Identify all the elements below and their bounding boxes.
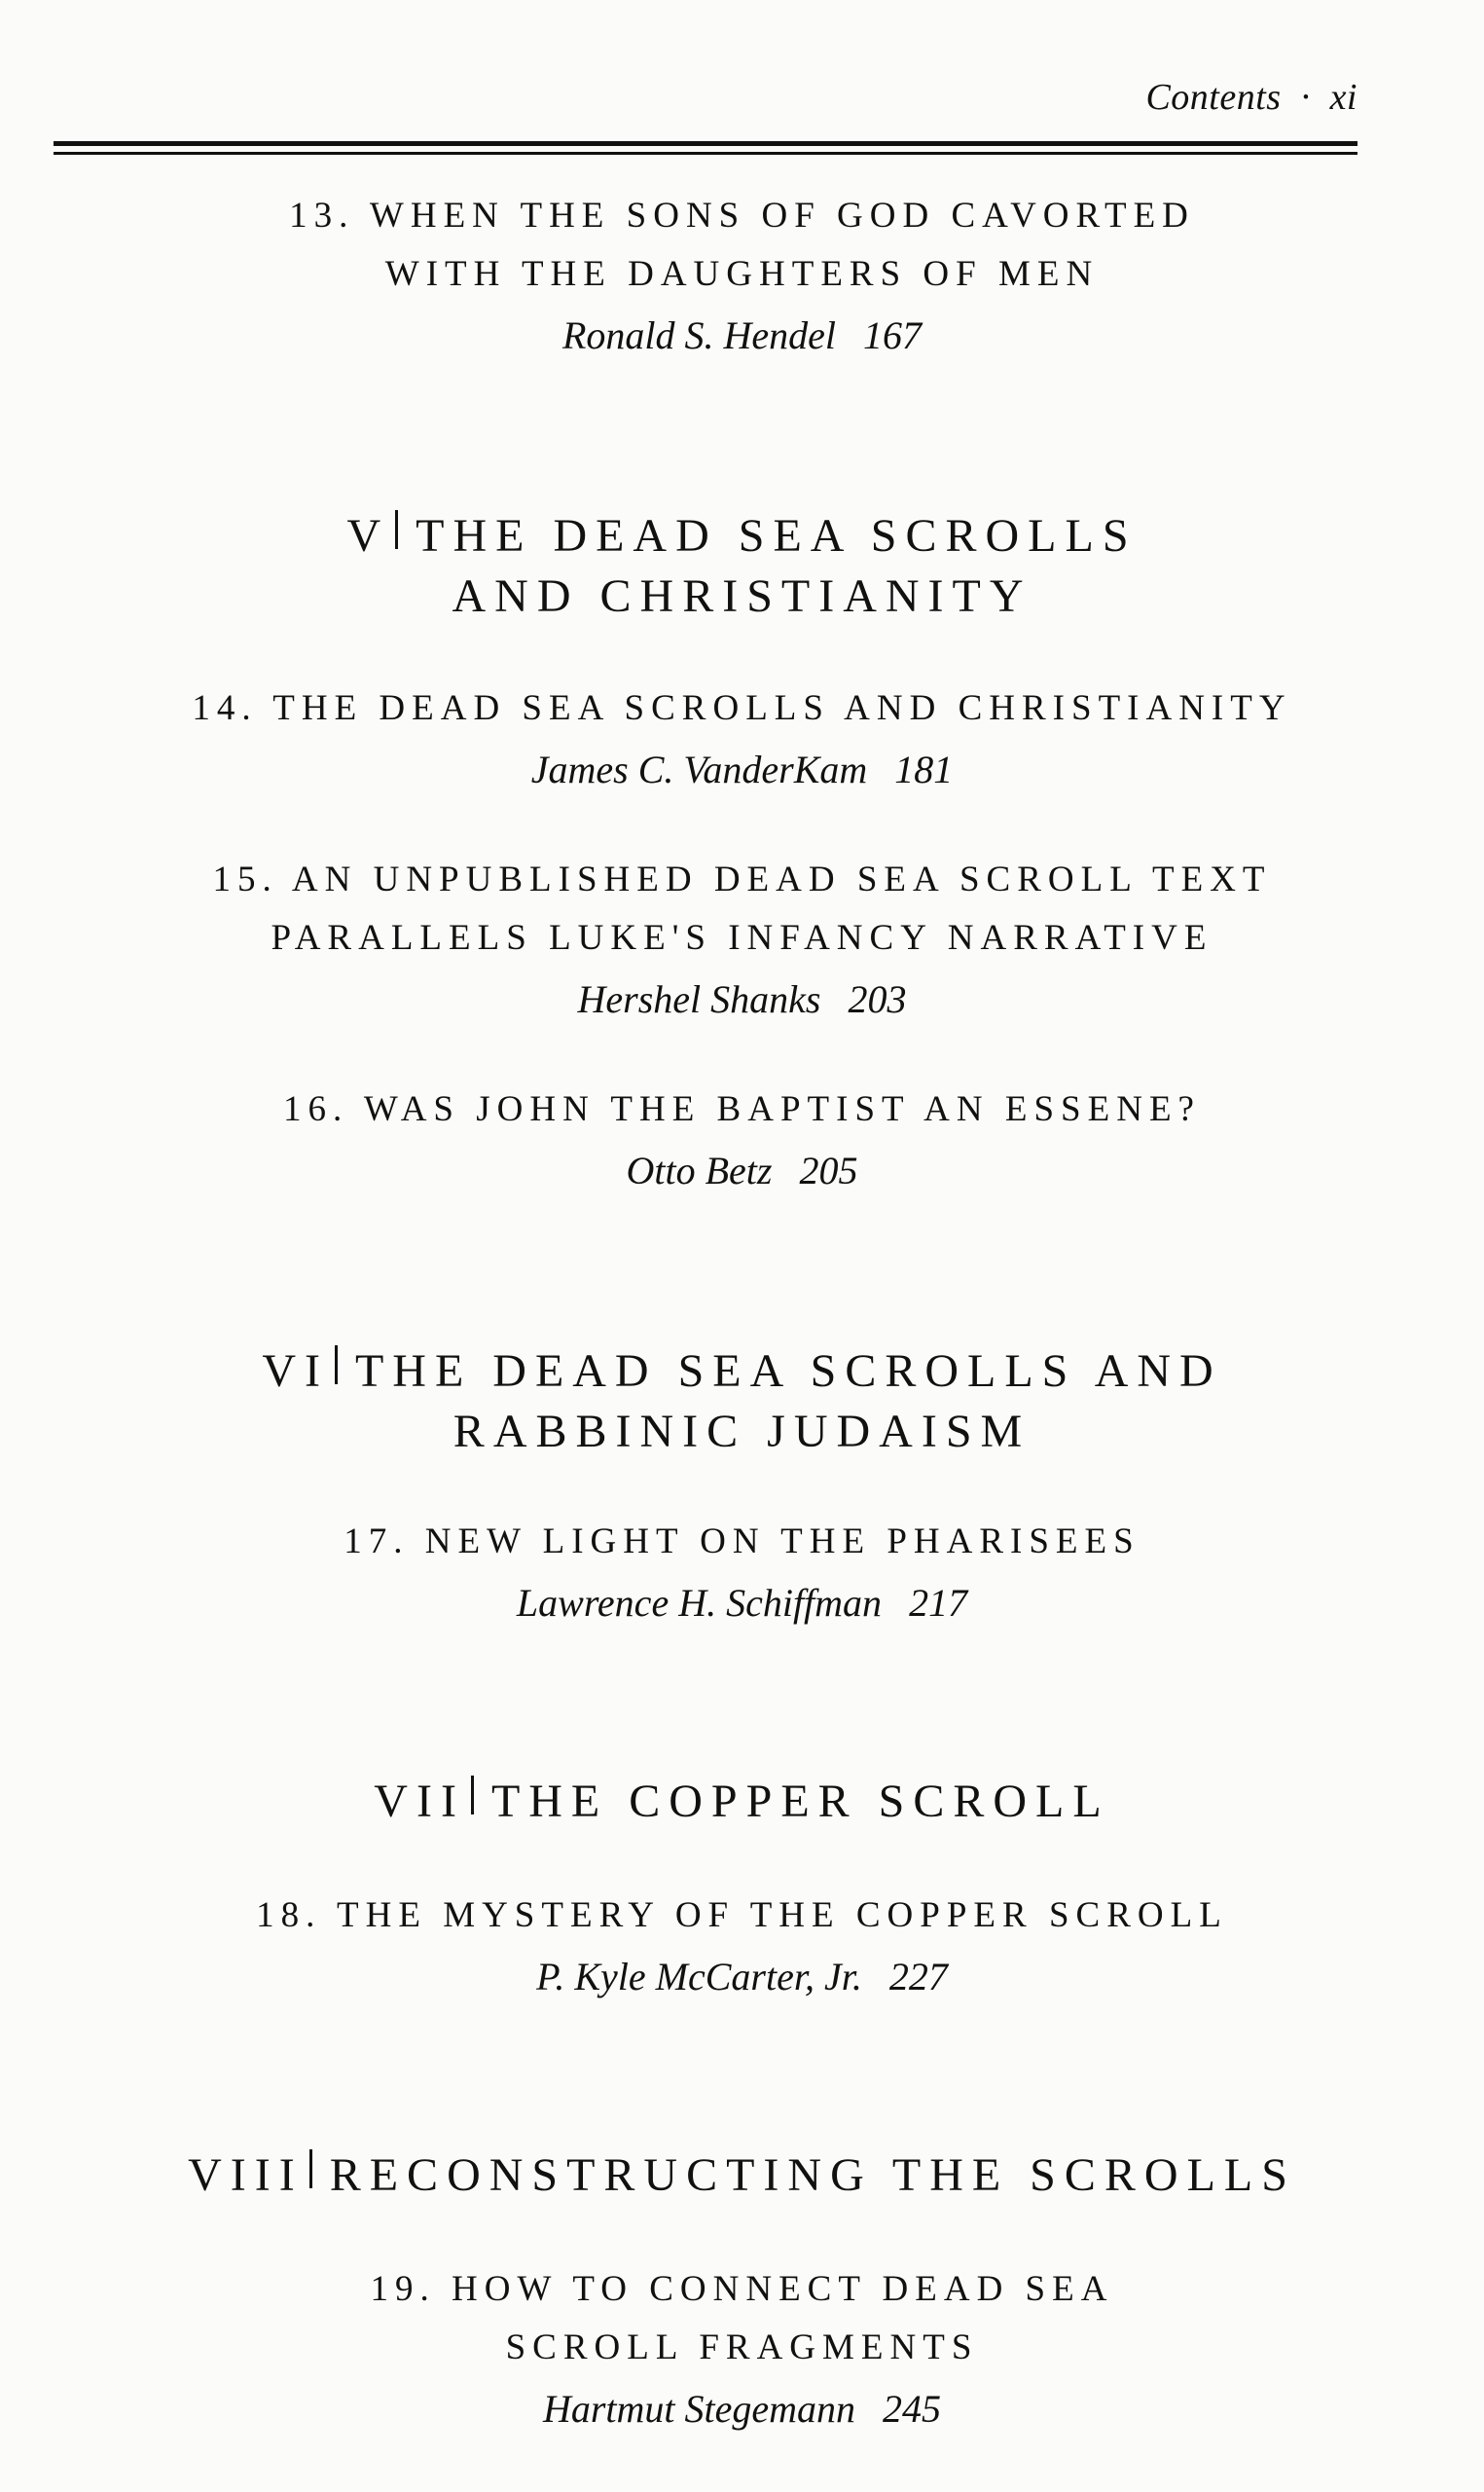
part-v-title-line-2: AND CHRISTIANITY [452,570,1032,622]
entry-15-title-line-2: PARALLELS LUKE'S INFANCY NARRATIVE [271,918,1213,958]
entry-13-title-text-1: WHEN THE SONS OF GOD CAVORTED [369,196,1195,236]
part-divider-bar [335,1345,338,1384]
entry-17-title-text-1: NEW LIGHT ON THE PHARISEES [424,1521,1140,1561]
entry-13-byline [0,307,1484,365]
part-viii-numeral: VIII [188,2149,304,2201]
entry-19-title-line-1 [0,2260,1484,2319]
entry-16-byline [0,1142,1484,1200]
entry-15-byline [0,971,1484,1029]
entry-16-number: 16. [283,1089,349,1129]
entry-17-title-line-1 [0,1513,1484,1571]
entry-19-byline [0,2380,1484,2438]
entry-18-number: 18. [256,1895,322,1935]
entry-19-number: 19. [370,2269,436,2309]
part-v-numeral: V [346,510,390,562]
entry-13-title-line-2: WITH THE DAUGHTERS OF MEN [384,254,1100,294]
entry-13-number: 13. [289,196,355,236]
entry-15-title-line-1 [0,851,1484,909]
entry-19-author: Hartmut Stegemann [542,2387,856,2431]
running-head-title: Contents [1145,77,1282,118]
entry-17-byline [0,1574,1484,1632]
part-vi-title-text-1: THE DEAD SEA SCROLLS AND [354,1345,1222,1397]
entry-19-page: 245 [883,2387,942,2431]
entry-14-author: James C. VanderKam [530,748,868,791]
entry-16-title-text-1: WAS JOHN THE BAPTIST AN ESSENE? [363,1089,1201,1129]
entry-18-title-text-1: THE MYSTERY OF THE COPPER SCROLL [337,1895,1228,1935]
entry-18-page: 227 [888,1955,948,1998]
entry-13-author: Ronald S. Hendel [561,313,837,357]
header-rule-thin [54,152,1357,155]
entry-14-title-text-1: THE DEAD SEA SCROLLS AND CHRISTIANITY [272,688,1292,728]
entry-15-author: Hershel Shanks [577,977,821,1021]
entry-16-author: Otto Betz [626,1149,773,1192]
running-head [1145,76,1357,119]
entry-19-title-text-1: HOW TO CONNECT DEAD SEA [452,2269,1114,2309]
part-vi-title-line-2: RABBINIC JUDAISM [452,1406,1032,1457]
part-viii-title-text-1: RECONSTRUCTING THE SCROLLS [329,2149,1296,2201]
entry-13-page: 167 [863,313,923,357]
part-viii-title-line-1 [0,2138,1484,2214]
part-divider-bar [471,1776,474,1814]
entry-17-page: 217 [909,1581,968,1625]
part-v-title-text-1: THE DEAD SEA SCROLLS [416,510,1138,562]
entry-19-title-line-2: SCROLL FRAGMENTS [505,2327,979,2367]
entry-15-title-text-1: AN UNPUBLISHED DEAD SEA SCROLL TEXT [291,860,1272,899]
part-vii-title-line-1 [0,1764,1484,1840]
entry-18-author: P. Kyle McCarter, Jr. [536,1955,862,1998]
running-head-separator: · [1300,77,1311,118]
entry-18-byline [0,1948,1484,2006]
entry-14-byline [0,741,1484,799]
header-rule-thick [54,141,1357,146]
entry-17-author: Lawrence H. Schiffman [516,1581,883,1625]
page-folio: xi [1329,77,1357,118]
entry-14-page: 181 [894,748,954,791]
entry-17-number: 17. [344,1521,410,1561]
part-divider-bar [309,2149,312,2188]
part-vi-numeral: VI [262,1345,329,1397]
part-vii-numeral: VII [374,1776,465,1827]
entry-16-page: 205 [799,1149,858,1192]
part-divider-bar [395,510,398,549]
entry-15-number: 15. [212,860,278,899]
entry-15-page: 203 [848,977,907,1021]
entry-14-number: 14. [192,688,258,728]
part-vii-title-text-1: THE COPPER SCROLL [490,1776,1110,1827]
entry-18-title-line-1 [0,1887,1484,1945]
entry-16-title-line-1 [0,1081,1484,1139]
entry-13-title-line-1 [0,187,1484,245]
entry-14-title-line-1 [0,679,1484,738]
